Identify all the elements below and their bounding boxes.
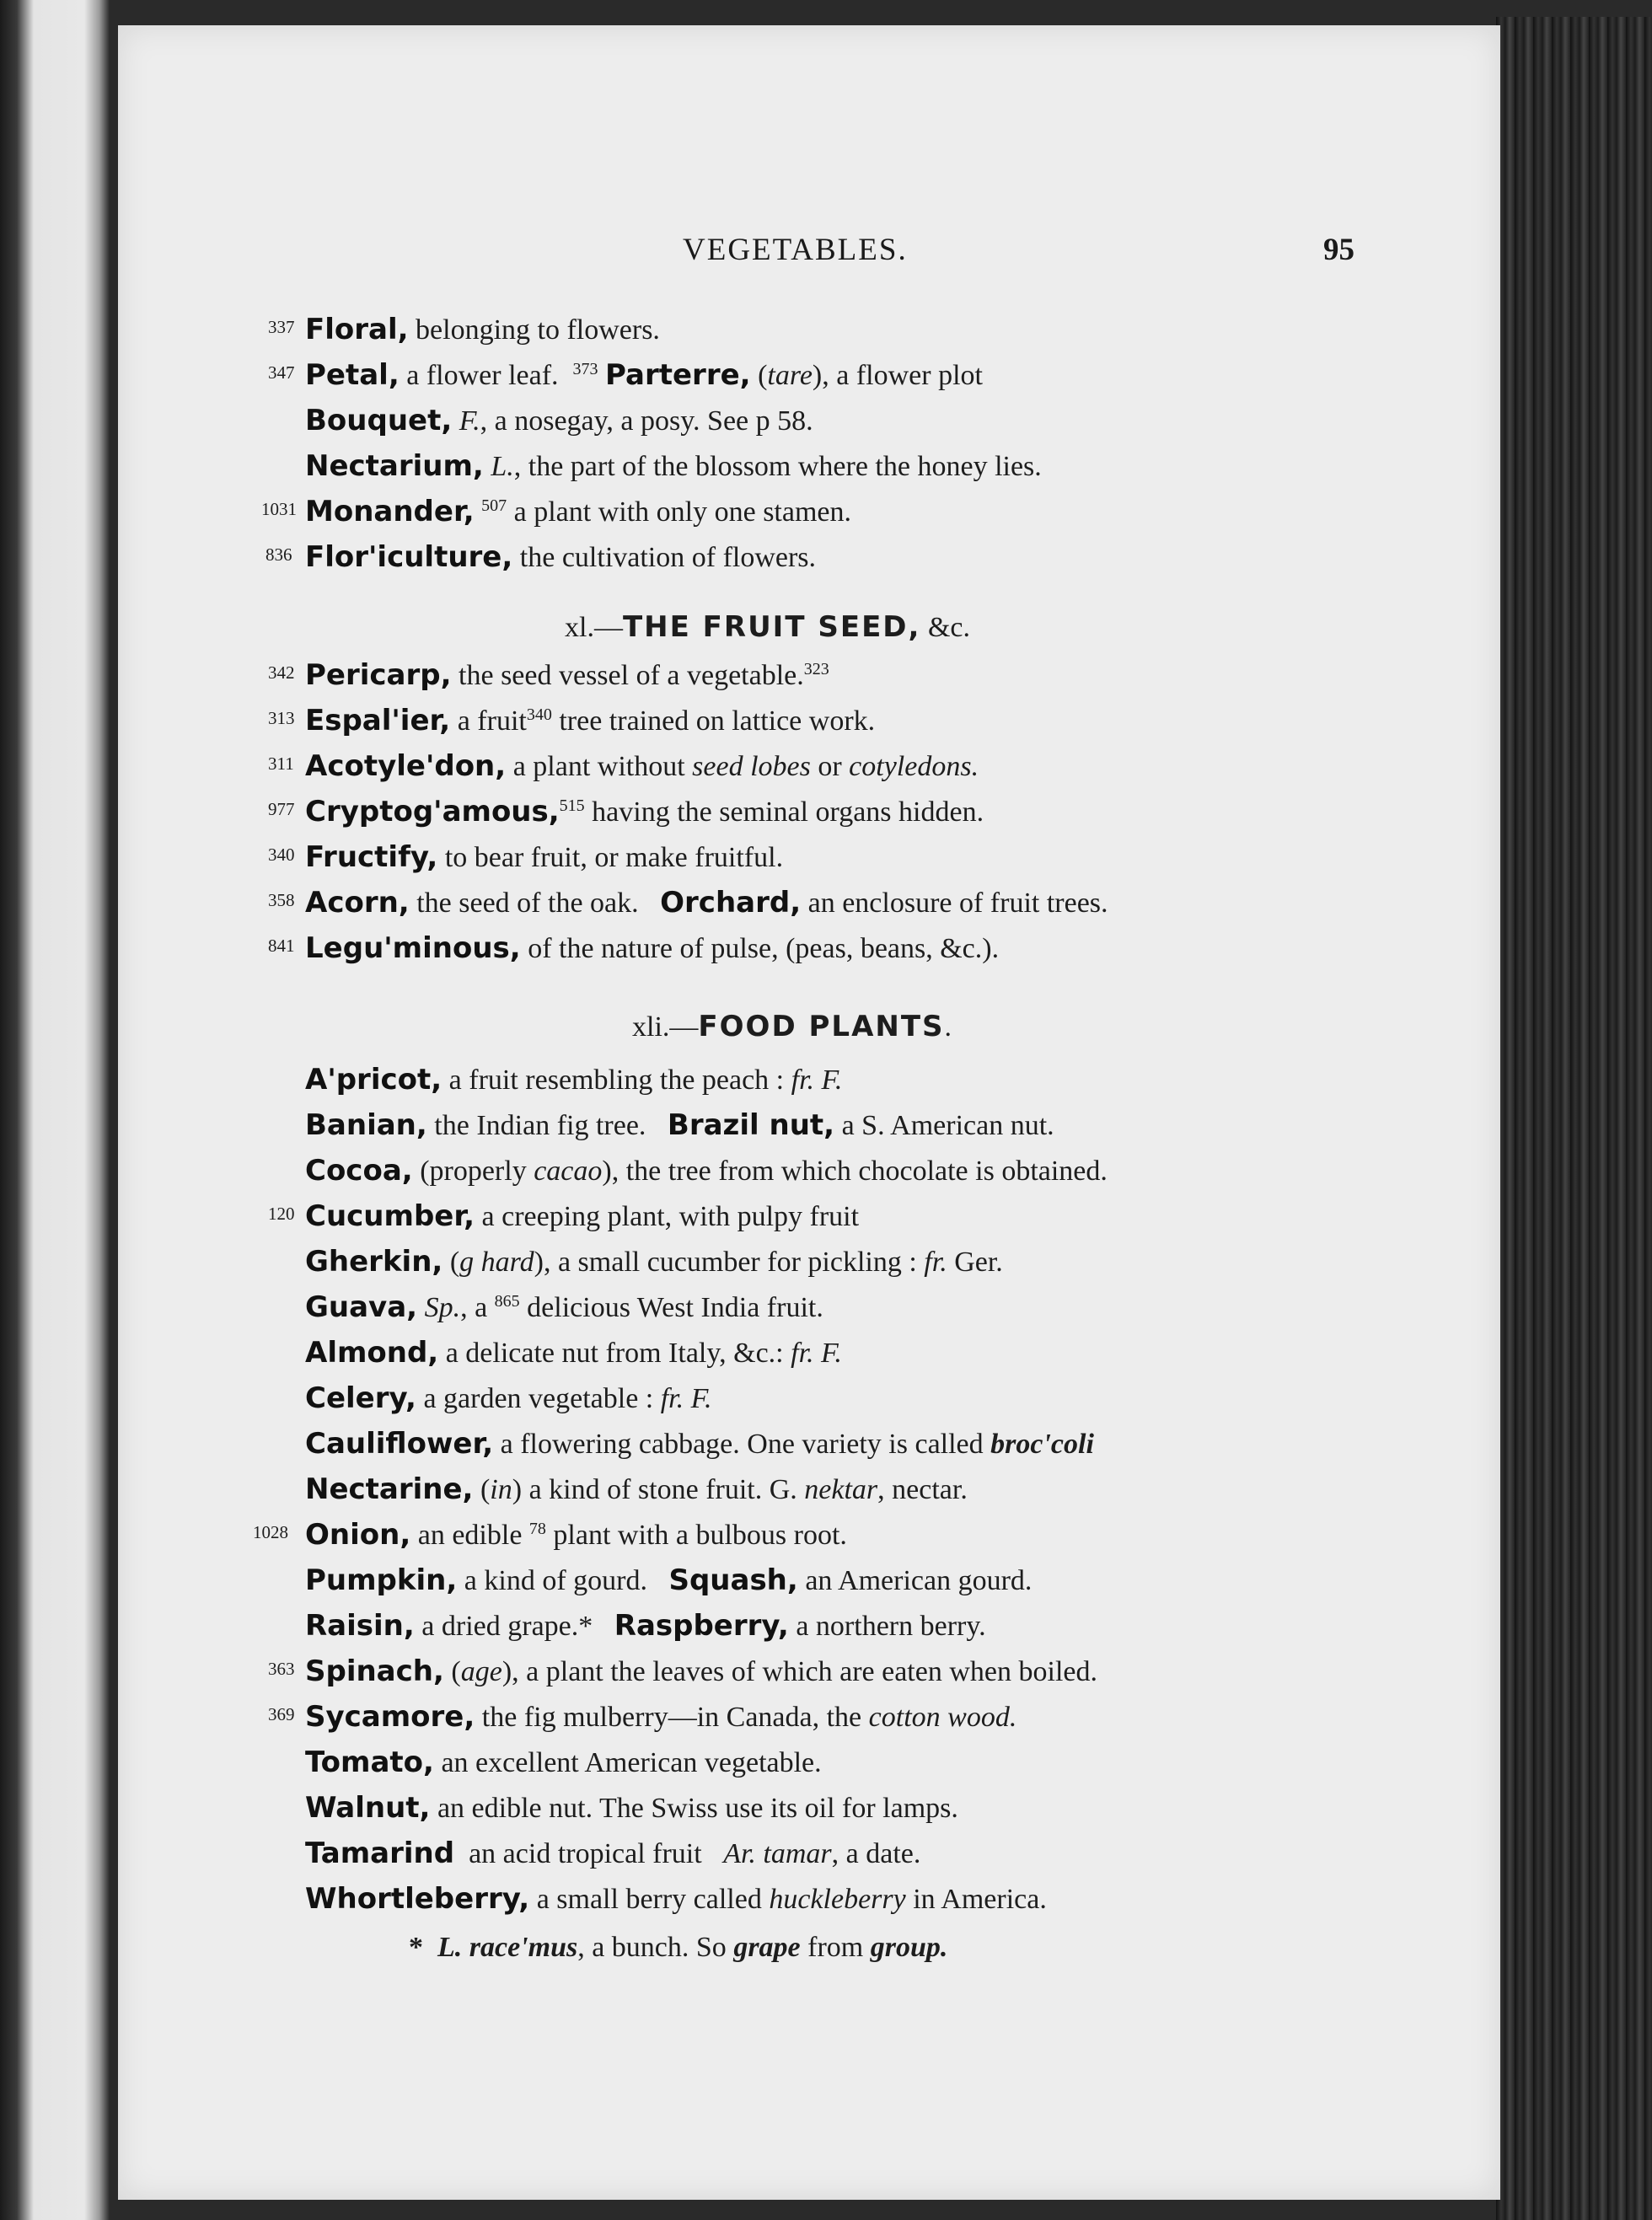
entry-acorn-orchard: Acorn, the seed of the oak. Orchard, an enclosure of fruit trees. — [305, 886, 1108, 920]
entry-celery: Celery, a garden vegetable : fr. F. — [305, 1381, 712, 1415]
entry-monander: Monander, $^{507}$ a plant with only one stamen. — [305, 495, 852, 528]
entry-leguminous: Legu'minous, of the nature of pulse, (peas, beans, &c.). — [305, 931, 1000, 965]
ref-number: 340 — [268, 845, 295, 865]
entry-pumpkin-squash: Pumpkin, a kind of gourd. Squash, an American gourd. — [305, 1563, 1032, 1597]
ref-number: 363 — [268, 1659, 295, 1679]
section-heading-fruit-seed: xl.—THE FRUIT SEED, &c. — [565, 610, 970, 644]
entry-tamarind: Tamarind an acid tropical fruit Ar. tamar, a date. — [305, 1837, 921, 1870]
ref-number: 120 — [268, 1204, 295, 1224]
entry-floriculture: Flor'iculture, the cultivation of flowers. — [305, 540, 817, 574]
entry-cucumber: Cucumber, a creeping plant, with pulpy fruit — [305, 1199, 860, 1233]
entry-nectarium: Nectarium, L., the part of the blossom where the honey lies. — [305, 449, 1042, 483]
entry-spinach: Spinach, (age), a plant the leaves of which are eaten when boiled. — [305, 1654, 1097, 1688]
ref-number: 311 — [268, 753, 294, 774]
entry-fructify: Fructify, to bear fruit, or make fruitful. — [305, 840, 784, 874]
entry-walnut: Walnut, an edible nut. The Swiss use its oil for lamps. — [305, 1791, 958, 1825]
entry-cauliflower: Cauliflower, a flowering cabbage. One variety is called broc'coli — [305, 1427, 1094, 1461]
ref-number: 836 — [266, 544, 292, 565]
entry-tomato: Tomato, an excellent American vegetable. — [305, 1745, 822, 1779]
page-header — [118, 232, 1500, 282]
entry-sycamore: Sycamore, the fig mulberry—in Canada, the cotton wood. — [305, 1700, 1017, 1734]
ref-number: 841 — [268, 936, 295, 956]
entry-apricot: A'pricot, a fruit resembling the peach : fr. F. — [305, 1063, 843, 1097]
ref-number: 977 — [268, 799, 295, 819]
ref-number: 1031 — [261, 499, 297, 519]
running-title: VEGETABLES. — [683, 233, 908, 267]
entry-cryptogamous: Cryptog'amous,$^{515}$ having the seminal organs hidden. — [305, 795, 984, 828]
ref-number: 1028 — [253, 1522, 288, 1542]
entry-guava: Guava, Sp., a $^{865}$ delicious West India fruit. — [305, 1290, 823, 1324]
entry-almond: Almond, a delicate nut from Italy, &c.: fr. F. — [305, 1336, 842, 1370]
book-page — [118, 25, 1500, 2200]
ref-number: 358 — [268, 890, 295, 910]
entry-onion: Onion, an edible $^{78}$ plant with a bulbous root. — [305, 1518, 847, 1552]
ref-number: 313 — [268, 708, 295, 728]
entry-cocoa: Cocoa, (properly cacao), the tree from which chocolate is obtained. — [305, 1154, 1108, 1188]
page-number: 95 — [1323, 233, 1354, 267]
entry-bouquet: Bouquet, F., a nosegay, a posy. See p 58. — [305, 404, 813, 437]
entry-banian-brazil: Banian, the Indian fig tree. Brazil nut, a S. American nut. — [305, 1108, 1054, 1142]
section-heading-food-plants: xli.—FOOD PLANTS. — [632, 1010, 952, 1043]
footnote: * L. race'mus, a bunch. So grape from group. — [409, 1932, 948, 1963]
left-page-edge — [0, 0, 110, 2220]
entry-whortleberry: Whortleberry, a small berry called huckleberry in America. — [305, 1882, 1047, 1916]
entry-floral: Floral, belonging to flowers. — [305, 313, 660, 346]
ref-number: 369 — [268, 1704, 295, 1724]
entry-petal: Petal, a flower leaf. $^{373}$ Parterre, (tare), a flower plot — [305, 358, 983, 392]
entry-acotyledon: Acotyle'don, a plant without seed lobes or cotyledons. — [305, 749, 979, 783]
ref-number: 342 — [268, 662, 295, 683]
ref-number: 337 — [268, 317, 295, 337]
entry-gherkin: Gherkin, (g hard), a small cucumber for pickling : fr. Ger. — [305, 1245, 1003, 1279]
book-edge — [1496, 17, 1652, 2220]
ref-number: 347 — [268, 362, 295, 383]
entry-pericarp: Pericarp, the seed vessel of a vegetable.$^{323}$ — [305, 658, 829, 692]
entry-raisin-raspberry: Raisin, a dried grape.* Raspberry, a northern berry. — [305, 1609, 986, 1643]
entry-espalier: Espal'ier, a fruit$^{340}$ tree trained on lattice work. — [305, 704, 876, 737]
entry-nectarine: Nectarine, (in) a kind of stone fruit. G. nektar, nectar. — [305, 1472, 968, 1506]
